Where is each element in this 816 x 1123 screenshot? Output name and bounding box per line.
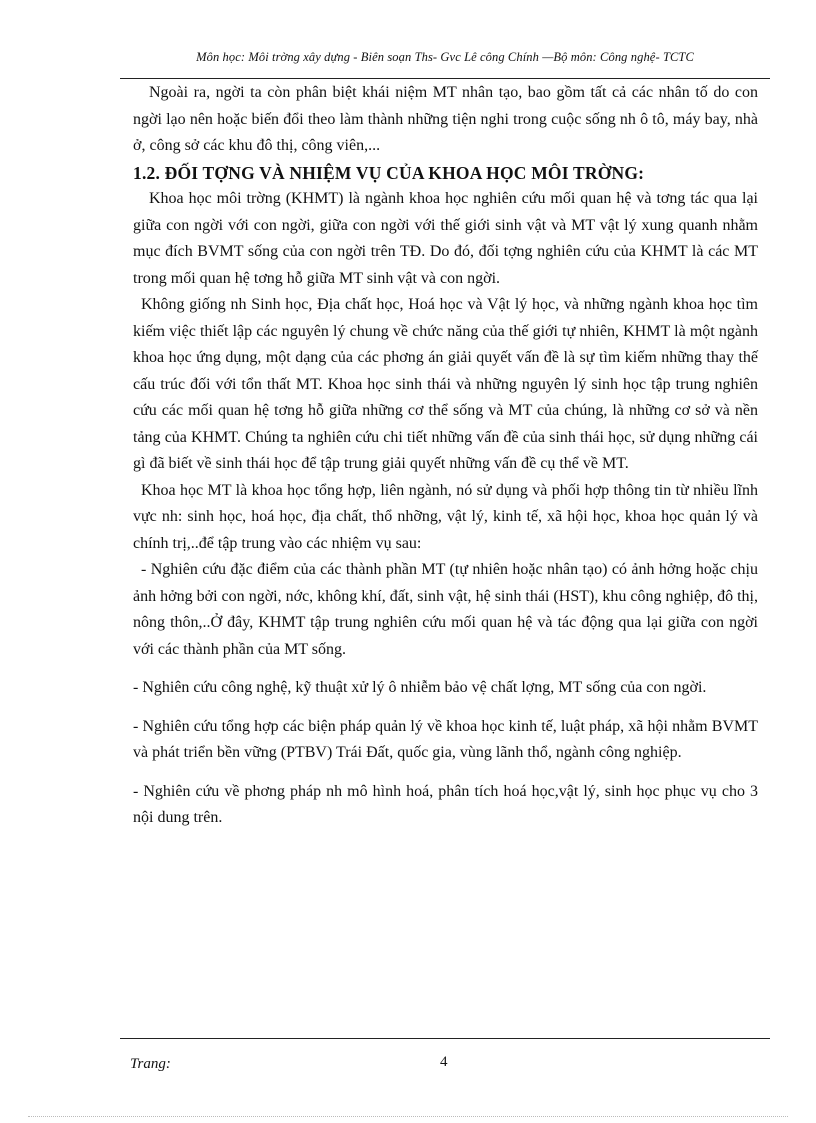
task-item-1: - Nghiên cứu đặc điểm của các thành phần MT (tự nhiên hoặc nhân tạo) có ảnh hởng hoặc chịu ảnh hởng bởi con ngời, nớc, không khí, đất, sinh vật, hệ sinh thái (HST), khu công nghiệp, đô thị, nông thôn,..Ở đây, KHMT tập trung nghiên cứu mối quan hệ và tác động qua lại giữa con ngời với các thành phần của MT sống. bbox=[133, 561, 758, 658]
paragraph-applied-science: Không giống nh Sinh học, Địa chất học, Hoá học và Vật lý học, và những ngành khoa học tìm kiếm việc thiết lập các nguyên lý chung về chức năng của thế giới tự nhiên, KHMT là một ngành khoa học ứng dụng, một dạng của các phơng án giải quyết vấn đề là sự tìm kiếm những thay thế cấu trúc đối với tổn thất MT. Khoa học sinh thái và những nguyên lý sinh học tập trung nghiên cứu các mối quan hệ tơng hỗ giữa những cơ thể sống và MT của chúng, là những cơ sở và nền tảng của KHMT. Chúng ta nghiên cứu chi tiết những vấn đề của sinh thái học, sử dụng những cái gì đã biết về sinh thái học để tập trung giải quyết những vấn đề cụ thể về MT. bbox=[133, 296, 758, 472]
paragraph-artificial-environment: Ngoài ra, ngời ta còn phân biệt khái niệm MT nhân tạo, bao gồm tất cả các nhân tố do con ngời lạo nên hoặc biến đổi theo làm thành những tiện nghi trong cuộc sống nh ô tô, máy bay, nhà ở, công sở các khu đô thị, công viên,... bbox=[133, 84, 758, 154]
task-item-3: - Nghiên cứu tổng hợp các biện pháp quản lý về khoa học kinh tế, luật pháp, xã hội nhằm BVMT và phát triển bền vững (PTBV) Trái Đất, quốc gia, vùng lãnh thổ, ngành công nghiệp. bbox=[133, 717, 758, 761]
task-item-4: - Nghiên cứu về phơng pháp nh mô hình hoá, phân tích hoá học,vật lý, sinh học phục vụ cho 3 nội dung trên. bbox=[133, 782, 758, 826]
header-divider bbox=[120, 78, 770, 79]
task-item-2: - Nghiên cứu công nghệ, kỹ thuật xử lý ô nhiễm bảo vệ chất lợng, MT sống của con ngời. bbox=[133, 679, 707, 696]
page-bottom-edge bbox=[28, 1116, 788, 1117]
page-number: 4 bbox=[440, 1054, 448, 1070]
document-body bbox=[133, 80, 758, 832]
section-heading: 1.2. ĐỐI TỢNG VÀ NHIỆM VỤ CỦA KHOA HỌC MÔI TRỜNG: bbox=[133, 162, 645, 183]
paragraph-interdisciplinary: Khoa học MT là khoa học tổng hợp, liên ngành, nó sử dụng và phối hợp thông tin từ nhiều lĩnh vực nh: sinh học, hoá học, địa chất, thổ nhỡng, vật lý, kinh tế, xã hội học, khoa học quản lý và chính trị,..để tập trung vào các nhiệm vụ sau: bbox=[133, 481, 758, 552]
footer-page-label: Trang: bbox=[130, 1056, 171, 1072]
footer-divider bbox=[120, 1038, 770, 1039]
page-header: Môn học: Môi trờng xây dựng - Biên soạn Ths- Gvc Lê công Chính —Bộ môn: Công nghệ- TCTC bbox=[196, 50, 694, 64]
paragraph-khmt-definition: Khoa học môi trờng (KHMT) là ngành khoa học nghiên cứu mối quan hệ và tơng tác qua lại giữa con ngời với con ngời, giữa con ngời với thế giới sinh vật và MT vật lý xung quanh nhằm mục đích BVMT sống của con ngời trên TĐ. Do đó, đối tợng nghiên cứu của KHMT là các MT trong mối quan hệ tơng hỗ giữa MT sinh vật và con ngời. bbox=[133, 190, 758, 287]
